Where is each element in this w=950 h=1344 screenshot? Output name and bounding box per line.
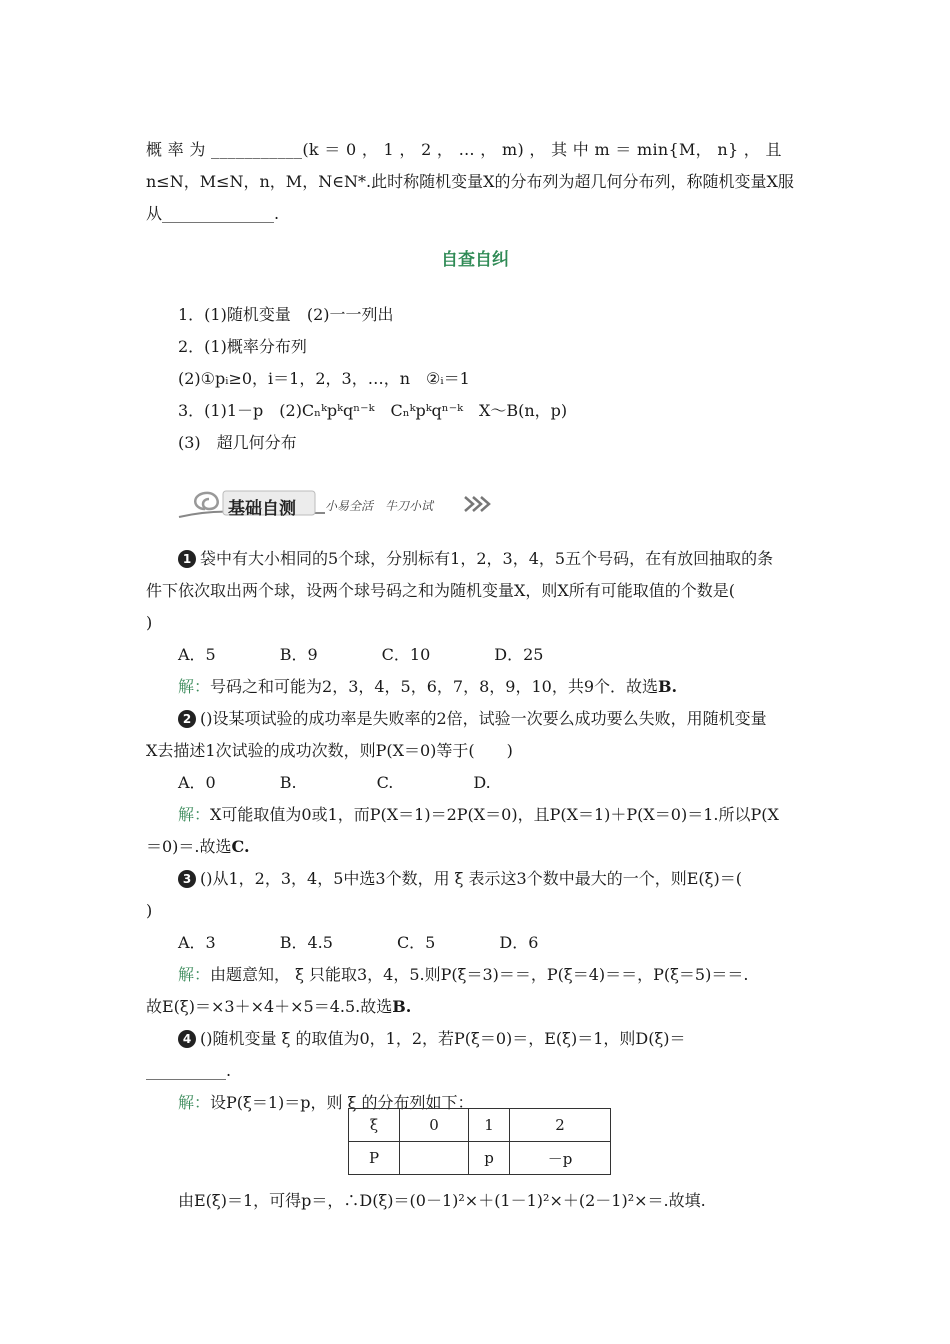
question-1-line-2: 件下依次取出两个球，设两个球号码之和为随机变量X，则X所有可能取值的个数是(: [146, 581, 736, 600]
question-4-line-1: [178, 1028, 686, 1050]
question-3-line-2: ): [146, 901, 153, 920]
table-row: [349, 1142, 611, 1175]
answer-line-4: 3．(1)1－p (2)Cₙᵏpᵏqⁿ⁻ᵏ Cₙᵏpᵏqⁿ⁻ᵏ X～B(n，p): [178, 401, 568, 420]
table-row: [349, 1109, 611, 1142]
question-1-line-1: [178, 548, 773, 570]
distribution-table: [348, 1108, 611, 1175]
question-2-solution-2: [146, 836, 250, 858]
solution-text: 设P(ξ＝1)＝p，则 ξ 的分布列如下：: [210, 1093, 474, 1112]
question-2-line-2: X去描述1次试验的成功次数，则P(X＝0)等于( ): [146, 741, 513, 760]
table-cell: P: [349, 1142, 400, 1175]
solution-text: ＝0)＝.故选: [146, 837, 232, 856]
solution-answer: B.: [658, 677, 678, 696]
question-number-badge: 2: [178, 710, 196, 728]
table-cell: p: [469, 1142, 510, 1175]
answer-line-2: 2．(1)概率分布列: [178, 337, 307, 356]
solution-label: 解：: [178, 965, 211, 984]
table-cell: 0: [400, 1109, 469, 1142]
question-2-line-1: [178, 708, 767, 730]
question-2-solution-1: [178, 804, 779, 826]
table-cell: ξ: [349, 1109, 400, 1142]
question-3-options: A．3 B．4.5 C．5 D．6: [178, 933, 539, 952]
table-cell: －p: [510, 1142, 611, 1175]
question-number-badge: 4: [178, 1030, 196, 1048]
section-heading: 自查自纠: [441, 250, 509, 270]
intro-line-1: 概 率 为 ___________(k ＝ 0 ， 1 ， 2 ， … ， m) ， 其 中 m ＝ min{M， n} ， 且: [146, 140, 782, 159]
solution-text: 由题意知， ξ 只能取3，4，5.则P(ξ＝3)＝＝，P(ξ＝4)＝＝，P(ξ＝5)＝＝.: [210, 965, 749, 984]
table-cell: 2: [510, 1109, 611, 1142]
question-2-options: A．0 B. C. D.: [178, 773, 491, 792]
solution-text: X可能取值为0或1，而P(X＝1)＝2P(X＝0)，且P(X＝1)＋P(X＝0)＝1.所以P(X: [210, 805, 779, 824]
question-1-solution: [178, 676, 677, 698]
question-4-line-2: __________.: [146, 1061, 232, 1080]
question-4-final: 由E(ξ)＝1，可得p＝，∴D(ξ)＝(0－1)²×＋(1－1)²×＋(2－1)²×＝.故填.: [178, 1191, 706, 1210]
question-number-badge: 3: [178, 870, 196, 888]
answer-line-5: (3) 超几何分布: [178, 433, 297, 452]
question-1-line-3: ): [146, 613, 153, 632]
solution-answer: C.: [231, 837, 250, 856]
question-3-solution-1: [178, 964, 748, 986]
question-text: 袋中有大小相同的5个球，分别标有1，2，3，4，5五个号码，在有放回抽取的条: [200, 549, 774, 568]
question-1-options: A．5 B．9 C．10 D．25: [178, 645, 544, 664]
solution-label: 解：: [178, 805, 211, 824]
section-banner: [175, 487, 505, 521]
question-3-solution-2: [146, 996, 411, 1018]
solution-text: 号码之和可能为2，3，4，5，6，7，8，9，10，共9个．故选: [210, 677, 658, 696]
solution-answer: B.: [392, 997, 412, 1016]
solution-label: 解：: [178, 1093, 211, 1112]
question-3-line-1: [178, 868, 742, 890]
answer-line-3: (2)①pᵢ≥0，i＝1，2，3，…，n ②ᵢ＝1: [178, 369, 470, 388]
table-cell: 1: [469, 1109, 510, 1142]
question-number-badge: 1: [178, 550, 196, 568]
intro-line-2: n≤N，M≤N，n，M，N∈N*.此时称随机变量X的分布列为超几何分布列，称随机变量X服: [146, 172, 794, 191]
banner-title: 基础自测: [228, 499, 296, 519]
solution-label: 解：: [178, 677, 211, 696]
table-cell: [400, 1142, 469, 1175]
answer-line-1: 1．(1)随机变量 (2)一一列出: [178, 305, 394, 324]
question-text: ()从1，2，3，4，5中选3个数，用 ξ 表示这3个数中最大的一个，则E(ξ)＝(: [200, 869, 742, 888]
question-text: ()设某项试验的成功率是失败率的2倍，试验一次要么成功要么失败，用随机变量: [200, 709, 767, 728]
intro-line-3: 从______________.: [146, 204, 280, 223]
banner-subtitle: 小易全活 牛刀小试: [325, 499, 434, 513]
question-text: ()随机变量 ξ 的取值为0，1，2，若P(ξ＝0)＝，E(ξ)＝1，则D(ξ)＝: [200, 1029, 686, 1048]
solution-text: 故E(ξ)＝×3＋×4＋×5＝4.5.故选: [146, 997, 393, 1016]
